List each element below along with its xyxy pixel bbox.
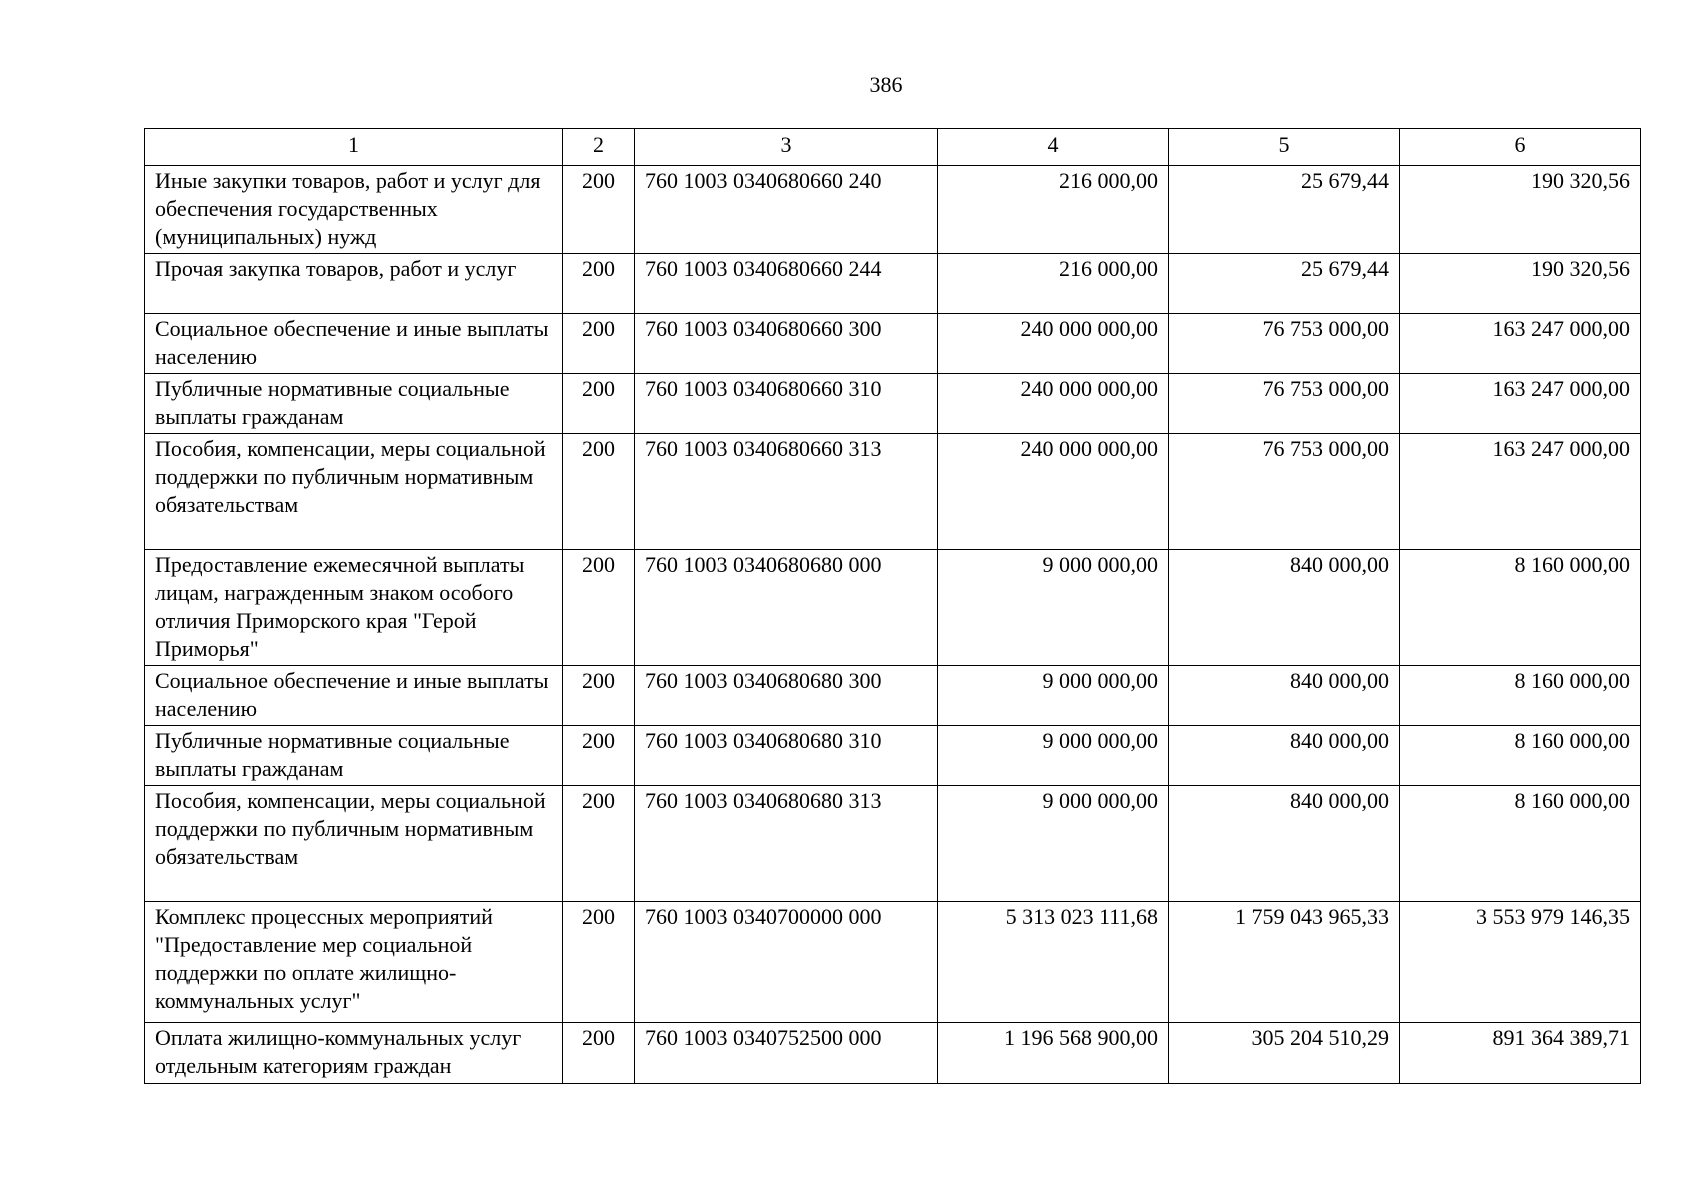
row-name: Оплата жилищно-коммунальных услуг отдельным категориям граждан — [145, 1023, 563, 1084]
row-approved: 240 000 000,00 — [938, 434, 1169, 550]
row-remaining: 163 247 000,00 — [1400, 434, 1641, 550]
row-approved: 9 000 000,00 — [938, 786, 1169, 902]
row-executed: 25 679,44 — [1169, 254, 1400, 314]
row-code: 760 1003 0340752500 000 — [635, 1023, 938, 1084]
row-executed: 840 000,00 — [1169, 726, 1400, 786]
row-level: 200 — [563, 434, 635, 550]
row-name: Публичные нормативные социальные выплаты гражданам — [145, 374, 563, 434]
row-remaining: 163 247 000,00 — [1400, 374, 1641, 434]
row-executed: 305 204 510,29 — [1169, 1023, 1400, 1084]
row-executed: 76 753 000,00 — [1169, 434, 1400, 550]
row-remaining: 891 364 389,71 — [1400, 1023, 1641, 1084]
row-approved: 240 000 000,00 — [938, 314, 1169, 374]
row-level: 200 — [563, 254, 635, 314]
row-executed: 1 759 043 965,33 — [1169, 902, 1400, 1023]
table-row — [145, 1023, 1641, 1084]
row-name: Социальное обеспечение и иные выплаты населению — [145, 314, 563, 374]
row-name: Социальное обеспечение и иные выплаты населению — [145, 666, 563, 726]
row-remaining: 8 160 000,00 — [1400, 786, 1641, 902]
row-approved: 240 000 000,00 — [938, 374, 1169, 434]
row-name: Пособия, компенсации, меры социальной поддержки по публичным нормативным обязательствам — [145, 786, 563, 902]
page-number: 386 — [869, 72, 903, 97]
column-header: 6 — [1400, 129, 1641, 166]
table-row — [145, 374, 1641, 434]
row-level: 200 — [563, 726, 635, 786]
table-row — [145, 254, 1641, 314]
table-row — [145, 434, 1641, 550]
row-level: 200 — [563, 166, 635, 254]
row-name: Публичные нормативные социальные выплаты гражданам — [145, 726, 563, 786]
row-remaining: 163 247 000,00 — [1400, 314, 1641, 374]
row-code: 760 1003 0340680680 000 — [635, 550, 938, 666]
row-level: 200 — [563, 786, 635, 902]
row-name: Пособия, компенсации, меры социальной поддержки по публичным нормативным обязательствам — [145, 434, 563, 550]
budget-table — [144, 128, 1641, 1084]
row-executed: 25 679,44 — [1169, 166, 1400, 254]
row-code: 760 1003 0340680680 300 — [635, 666, 938, 726]
row-code: 760 1003 0340680680 313 — [635, 786, 938, 902]
row-approved: 5 313 023 111,68 — [938, 902, 1169, 1023]
column-header: 4 — [938, 129, 1169, 166]
row-approved: 9 000 000,00 — [938, 666, 1169, 726]
row-code: 760 1003 0340680660 240 — [635, 166, 938, 254]
table-row — [145, 726, 1641, 786]
column-header: 1 — [145, 129, 563, 166]
row-executed: 840 000,00 — [1169, 666, 1400, 726]
row-level: 200 — [563, 1023, 635, 1084]
table-row — [145, 166, 1641, 254]
row-code: 760 1003 0340680680 310 — [635, 726, 938, 786]
row-name: Прочая закупка товаров, работ и услуг — [145, 254, 563, 314]
column-header: 3 — [635, 129, 938, 166]
row-code: 760 1003 0340680660 300 — [635, 314, 938, 374]
column-header: 5 — [1169, 129, 1400, 166]
row-name: Комплекс процессных мероприятий "Предоставление мер социальной поддержки по оплате жилищно-коммунальных услуг" — [145, 902, 563, 1023]
row-level: 200 — [563, 374, 635, 434]
row-level: 200 — [563, 314, 635, 374]
row-approved: 216 000,00 — [938, 254, 1169, 314]
row-executed: 76 753 000,00 — [1169, 314, 1400, 374]
table-row — [145, 786, 1641, 902]
row-name: Иные закупки товаров, работ и услуг для обеспечения государственных (муниципальных) нужд — [145, 166, 563, 254]
row-executed: 840 000,00 — [1169, 786, 1400, 902]
row-code: 760 1003 0340700000 000 — [635, 902, 938, 1023]
row-name: Предоставление ежемесячной выплаты лицам, награжденным знаком особого отличия Приморского края "Герой Приморья" — [145, 550, 563, 666]
row-executed: 76 753 000,00 — [1169, 374, 1400, 434]
row-level: 200 — [563, 902, 635, 1023]
table-row — [145, 666, 1641, 726]
row-approved: 216 000,00 — [938, 166, 1169, 254]
row-approved: 9 000 000,00 — [938, 726, 1169, 786]
row-remaining: 190 320,56 — [1400, 166, 1641, 254]
row-code: 760 1003 0340680660 313 — [635, 434, 938, 550]
row-code: 760 1003 0340680660 244 — [635, 254, 938, 314]
table-row — [145, 550, 1641, 666]
table-row — [145, 314, 1641, 374]
row-remaining: 8 160 000,00 — [1400, 550, 1641, 666]
table-row — [145, 902, 1641, 1023]
row-remaining: 190 320,56 — [1400, 254, 1641, 314]
row-level: 200 — [563, 550, 635, 666]
row-approved: 1 196 568 900,00 — [938, 1023, 1169, 1084]
column-header: 2 — [563, 129, 635, 166]
row-code: 760 1003 0340680660 310 — [635, 374, 938, 434]
row-remaining: 8 160 000,00 — [1400, 666, 1641, 726]
row-level: 200 — [563, 666, 635, 726]
row-executed: 840 000,00 — [1169, 550, 1400, 666]
row-approved: 9 000 000,00 — [938, 550, 1169, 666]
header-row — [145, 129, 1641, 166]
row-remaining: 8 160 000,00 — [1400, 726, 1641, 786]
row-remaining: 3 553 979 146,35 — [1400, 902, 1641, 1023]
